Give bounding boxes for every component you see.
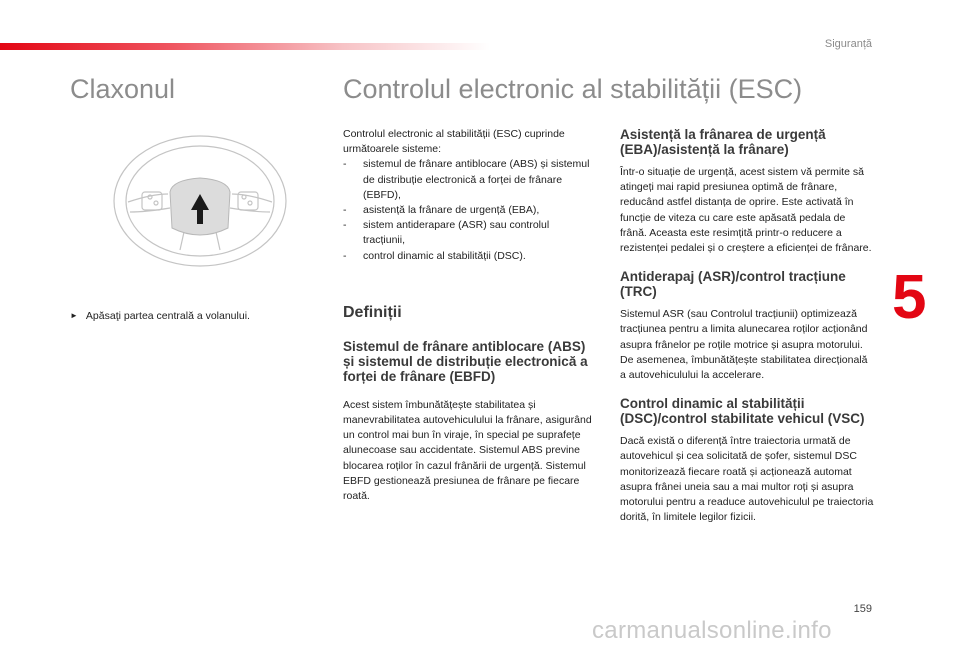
watermark: carmanualsonline.info: [592, 617, 832, 644]
esc-intro: Controlul electronic al stabilității (ESC) cuprinde următoarele sisteme:: [343, 128, 565, 156]
asr-heading: Antiderapaj (ASR)/control tracțiune (TRC): [620, 269, 846, 300]
right-column: [620, 127, 875, 525]
dsc-heading: Control dinamic al stabilității (DSC)/control stabilitate vehicul (VSC): [620, 396, 865, 427]
list-item: - control dinamic al stabilității (DSC).: [343, 249, 526, 262]
abs-ebfd-text: Acest sistem îmbunătățește stabilitatea și manevrabilitatea autovehiculului la frânare, asigurând un control mai bun în viraje, în special pe suprafețe alunecoase sau accidentate. Sistemul ABS previne blocarea roților în cazul frânării de urgență. Sistemul EBFD gestionează presiunea de frânare pe fiecare roată.: [343, 398, 592, 503]
definitions-heading: Definiții: [343, 303, 402, 321]
header-accent-bar: [0, 43, 490, 50]
esc-systems-list: [343, 157, 593, 263]
eba-text: Într-o situație de urgență, acest sistem vă permite să atingeți mai rapid presiunea optimă de frânare, reducând astfel distanța de oprire. Este activată în funcție de viteza cu care este apăsată pedala de frână. Aceasta este resimțită printr-o reducere a rezistenței pedalei și o creștere a eficienței de frânare.: [620, 166, 872, 255]
list-item: - sistem antiderapare (ASR) sau controlul tracțiunii,: [343, 219, 550, 247]
steering-wheel-illustration: [110, 132, 290, 270]
esc-column: [343, 127, 593, 504]
page-number: 159: [853, 603, 872, 615]
horn-instruction-text: Apăsaţi partea centrală a volanului.: [85, 310, 250, 322]
list-item: - sistemul de frânare antiblocare (ABS) și sistemul de distribuție electronică a forței de frânare (EBFD),: [343, 158, 590, 201]
esc-title: Controlul electronic al stabilității (ESC): [343, 74, 803, 104]
eba-heading: Asistență la frânarea de urgență (EBA)/asistență la frânare): [620, 127, 826, 157]
abs-ebfd-heading: Sistemul de frânare antiblocare (ABS) și sistemul de distribuție electronică a forței de frânare (EBFD): [343, 338, 588, 384]
chapter-number: 5: [892, 263, 927, 332]
dsc-text: Dacă există o diferență între traiectoria urmată de autovehicul și cea solicitată de șofer, sistemul DSC monitorizează fiecare roată și acționează automat asupra frânei uneia sau a mai multor roți și asupra motorului pentru a readuce autovehiculul pe traiectoria dorită, în limitele legilor fizicii.: [620, 435, 874, 524]
horn-title: Claxonul: [70, 74, 176, 104]
section-label: Siguranță: [824, 38, 872, 50]
horn-instruction: [70, 310, 250, 322]
asr-text: Sistemul ASR (sau Controlul tracțiunii) optimizează tracțiunea pentru a limita alunecarea roților acționând asupra frânelor pe roțile motrice și asupra motorului. De asemenea, îmbunătățește stabilitatea direcțională a autovehiculului la accelerare.: [620, 308, 868, 382]
list-item: - asistență la frânare de urgență (EBA),: [343, 204, 540, 217]
bullet-marker-icon: ►: [70, 311, 78, 320]
